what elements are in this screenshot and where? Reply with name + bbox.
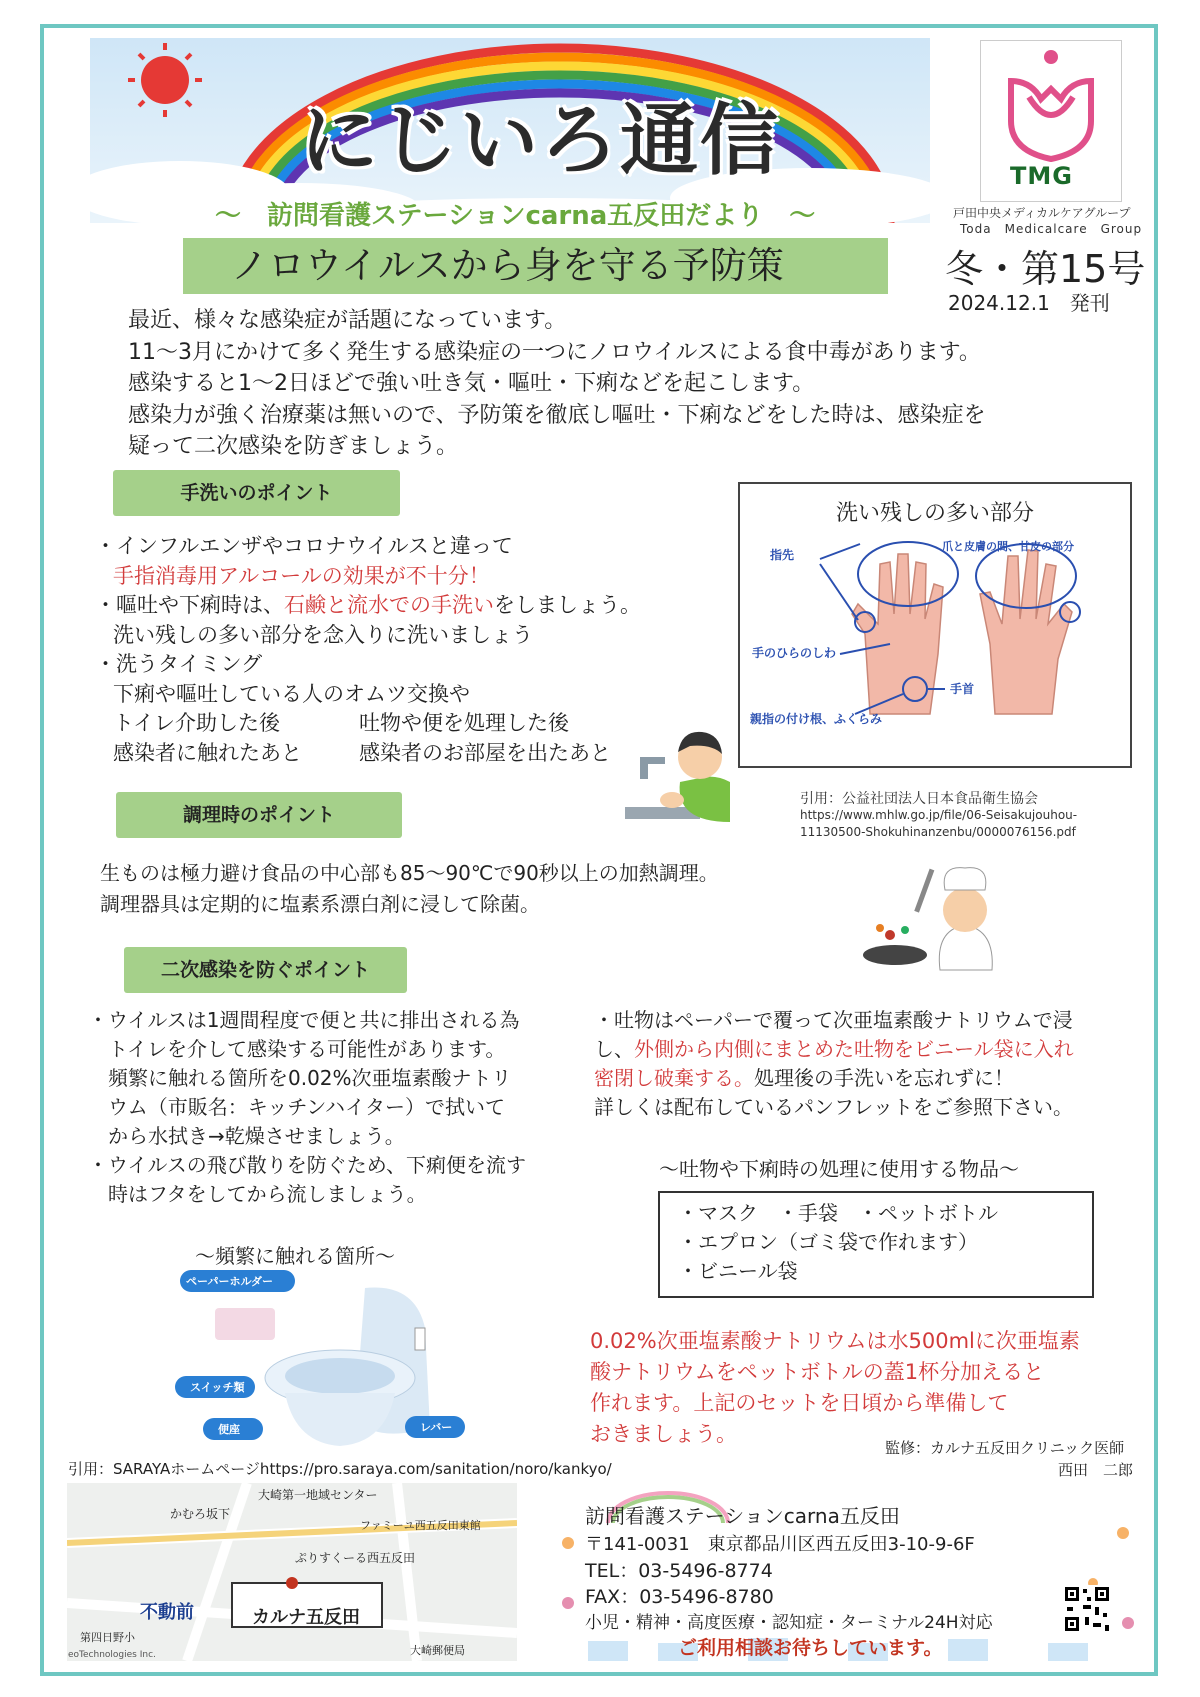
cooking-text — [100, 858, 719, 920]
note-line: 0.02%次亜塩素酸ナトリウムは水500mlに次亜塩素 — [590, 1329, 1080, 1353]
secondary-line: から水拭き→乾燥させましょう。 — [88, 1124, 405, 1148]
section-heading-handwash: 手洗いのポイント — [113, 470, 400, 516]
map-label: 第四日野小 — [80, 1631, 135, 1644]
wash-figure-title: 洗い残しの多い部分 — [835, 501, 1034, 526]
secondary-line: ・ウイルスは1週間程度で便と共に排出される為 — [88, 1008, 520, 1032]
handwash-line: ・インフルエンザやコロナウイルスと違って — [95, 534, 513, 558]
intro-line: 感染すると1～2日ほどで強い吐き気・嘔吐・下痢などを起こします。 — [128, 371, 815, 396]
station-cta: ご利用相談お待ちしています。 — [678, 1637, 943, 1659]
station-address: 〒141-0031 東京都品川区西五反田3-10-9-6F — [585, 1534, 975, 1555]
station-services: 小児・精神・高度医療・認知症・ターミナル24H対応 — [585, 1613, 993, 1633]
wash-citation: 引用：公益社団法人日本食品衛生協会 — [800, 791, 1038, 807]
tmg-emblem-icon — [981, 41, 1121, 166]
map-label: ぷりすくーる西五反田 — [295, 1551, 416, 1565]
newsletter-title: にじいろ通信 — [300, 96, 781, 186]
secondary-line: ・ウイルスの飛び散りを防ぐため、下痢便を流す — [88, 1153, 526, 1177]
secondary-emphasis: 密閉し破棄する。 — [594, 1066, 754, 1090]
secondary-emphasis: 外側から内側にまとめた吐物をビニール袋に入れ — [634, 1037, 1074, 1061]
handwash-line: 感染者に触れたあと 感染者のお部屋を出たあと — [113, 740, 611, 765]
map-label: かむろ坂下 — [170, 1507, 231, 1521]
intro-line: 疑って二次感染を防ぎましょう。 — [128, 434, 459, 459]
handwash-text — [95, 532, 655, 768]
topic-banner — [183, 238, 888, 294]
topic-title: ノロウイルスから身を守る予防策 — [231, 244, 784, 287]
secondary-line: 密閉し破棄する。処理後の手洗いを忘れずに！ — [594, 1066, 1014, 1090]
handwash-line: ・嘔吐や下痢時は、石鹸と流水での手洗いをしましょう。 — [95, 593, 641, 617]
station-fax: FAX：03-5496-8780 — [585, 1586, 774, 1608]
map-label: ファミーユ西五反田東館 — [360, 1519, 481, 1532]
section-heading-secondary: 二次感染を防ぐポイント — [124, 947, 407, 993]
cooking-line: 調理器具は定期的に塩素系漂白剤に浸して除菌。 — [100, 892, 540, 916]
item-line: ・エプロン（ゴミ袋で作れます） — [678, 1230, 978, 1254]
supervisor-name: 西田 二郎 — [1058, 1461, 1134, 1479]
handwashing-person-illustration — [620, 722, 735, 822]
secondary-right-text — [594, 1006, 1139, 1122]
station-tel: TEL：03-5496-8774 — [585, 1560, 773, 1582]
map-credit: eoTechnologies Inc. — [68, 1650, 156, 1660]
note-line: おきましょう。 — [590, 1422, 737, 1446]
note-line: 作れます。上記のセットを日頃から準備して — [590, 1391, 1009, 1415]
map-destination: カルナ五反田 — [252, 1607, 360, 1628]
group-name-en: Toda Medicalcare Group — [960, 222, 1143, 236]
secondary-left-text — [88, 1006, 588, 1209]
handwash-warning: 手指消毒用アルコールの効果が不十分！ — [113, 563, 490, 588]
supervisor: 監修：カルナ五反田クリニック医師 — [885, 1439, 1125, 1457]
intro-line: 感染力が強く治療薬は無いので、予防策を徹底し嘔吐・下痢などをした時は、感染症を — [128, 402, 986, 428]
chef-illustration — [860, 860, 1000, 980]
group-name-jp: 戸田中央メディカルケアグループ — [953, 206, 1131, 220]
hypochlorite-note — [590, 1326, 1130, 1450]
label-nail: 爪と皮膚の間、甘皮の部分 — [942, 540, 1074, 553]
saraya-citation: 引用：SARAYAホームページhttps://pro.saraya.com/sanitation/noro/kankyo/ — [68, 1460, 612, 1478]
secondary-line: し、外側から内側にまとめた吐物をビニール袋に入れ — [594, 1037, 1074, 1061]
cooking-line: 生ものは極力避け食品の中心部も85～90℃で90秒以上の加熱調理。 — [100, 861, 719, 885]
label-paper-holder: ペーパーホルダー — [186, 1275, 274, 1288]
wash-citation-url-1: https://www.mhlw.go.jp/file/06-Seisakujouhou- — [800, 808, 1078, 822]
wash-citation-url-2: 11130500-Shokuhinanzenbu/0000076156.pdf — [800, 825, 1076, 839]
label-fingertip: 指先 — [770, 548, 795, 562]
secondary-line: トイレを介して感染する可能性があります。 — [88, 1037, 506, 1061]
handwash-line: トイレ介助した後 吐物や便を処理した後 — [113, 711, 569, 735]
wash-areas-figure — [738, 482, 1132, 768]
handwash-line: ・洗うタイミング — [95, 652, 263, 676]
tmg-logo-text: TMG — [1010, 162, 1073, 190]
items-caption: ～吐物や下痢時の処理に使用する物品～ — [659, 1157, 1019, 1181]
secondary-line: 頻繁に触れる箇所を0.02%次亜塩素酸ナトリ — [88, 1066, 512, 1090]
handwash-emphasis: 石鹸と流水での手洗い — [284, 593, 494, 617]
intro-line: 最近、様々な感染症が話題になっています。 — [128, 308, 567, 333]
issue-number: 冬・第15号 — [945, 247, 1146, 291]
label-lever: レバー — [420, 1421, 453, 1434]
issue-date: 2024.12.1 発刊 — [948, 291, 1110, 315]
label-thumb-base: 親指の付け根、ふくらみ — [750, 712, 883, 726]
label-seat: 便座 — [218, 1423, 240, 1436]
newsletter-subtitle: ～ 訪問看護ステーションcarna五反田だより ～ — [215, 201, 816, 231]
secondary-line: ウム（市販名：キッチンハイター）で拭いて — [88, 1095, 505, 1119]
label-palm-creases: 手のひらのしわ — [752, 646, 837, 660]
label-wrist: 手首 — [950, 682, 975, 696]
section-heading-cooking: 調理時のポイント — [116, 792, 402, 838]
intro-text — [128, 305, 1088, 463]
note-line: 酸ナトリウムをペットボトルの蓋1杯分加えると — [590, 1360, 1045, 1384]
item-line: ・ビニール袋 — [678, 1259, 798, 1283]
map-station: 不動前 — [140, 1602, 194, 1623]
touch-points-caption: ～頻繁に触れる箇所～ — [195, 1244, 395, 1268]
secondary-line: ・吐物はペーパーで覆って次亜塩素酸ナトリウムで浸 — [594, 1008, 1073, 1032]
intro-line: 11～3月にかけて多く発生する感染症の一つにノロウイルスによる食中毒があります。 — [128, 339, 981, 365]
station-name: 訪問看護ステーションcarna五反田 — [585, 1504, 900, 1528]
secondary-line: 詳しくは配布しているパンフレットをご参照下さい。 — [594, 1095, 1073, 1119]
map-label: 大崎郵便局 — [410, 1644, 465, 1657]
items-box — [658, 1191, 1094, 1298]
handwash-line: 洗い残しの多い部分を念入りに洗いましょう — [113, 622, 533, 647]
item-line: ・マスク ・手袋 ・ペットボトル — [678, 1201, 998, 1225]
secondary-line: 時はフタをしてから流しましょう。 — [88, 1182, 427, 1206]
qr-code-icon[interactable] — [1063, 1585, 1111, 1633]
label-switches: スイッチ類 — [190, 1381, 245, 1394]
handwash-line: 下痢や嘔吐している人のオムツ交換や — [113, 681, 470, 706]
map-label: 大崎第一地域センター — [258, 1488, 378, 1502]
